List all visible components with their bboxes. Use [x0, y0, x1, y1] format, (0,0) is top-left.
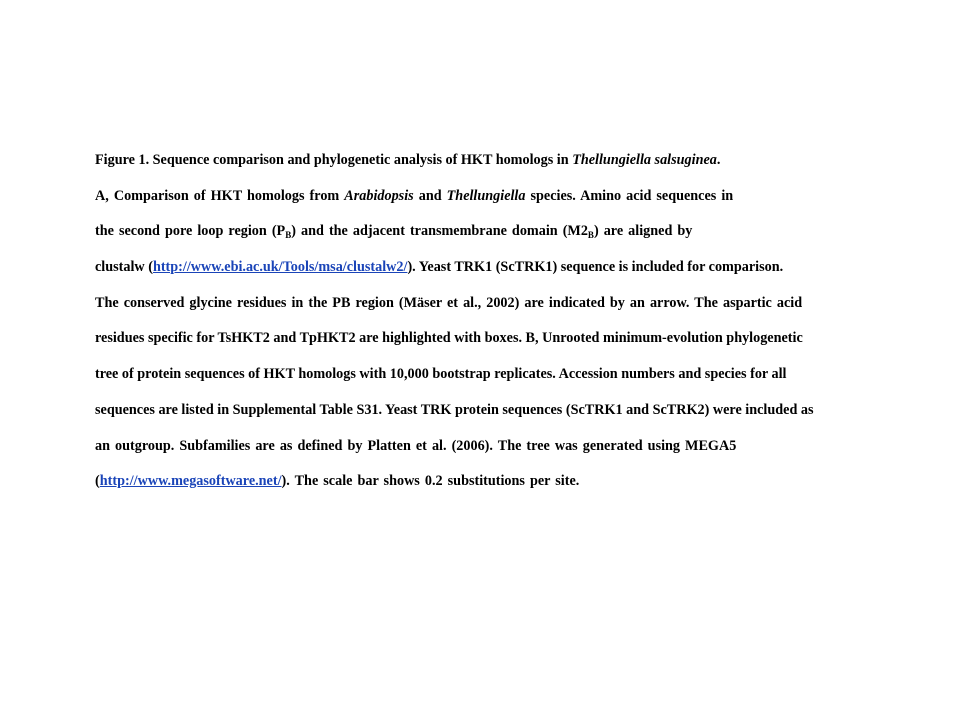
species-name: Thellungiella salsuginea: [572, 152, 717, 168]
caption-text: ) and the adjacent transmembrane domain (M2: [291, 223, 588, 240]
caption-line-8: sequences are listed in Supplemental Table S31. Yeast TRK protein sequences (ScTRK1 and ScTRK2) were included as: [95, 401, 814, 418]
caption-text: ). The scale bar shows 0.2 substitutions per site.: [281, 473, 580, 490]
caption-text: ) are aligned by: [593, 223, 693, 240]
subscript-b: B: [285, 230, 292, 241]
megasoftware-link[interactable]: http://www.megasoftware.net/: [99, 473, 282, 490]
caption-text: A, Comparison of HKT homologs from: [95, 187, 345, 204]
caption-line-4: [95, 257, 945, 293]
caption-line-1: [95, 150, 945, 186]
caption-text: ). Yeast TRK1 (ScTRK1) sequence is included for comparison.: [407, 259, 784, 276]
caption-text: clustalw (: [95, 259, 153, 276]
caption-line-5: The conserved glycine residues in the PB region (Mäser et al., 2002) are indicated by an arrow. The aspartic acid: [95, 294, 803, 311]
genus-name-thellungiella: Thellungiella: [446, 187, 526, 204]
figure-caption: [95, 150, 945, 507]
caption-line-3: [95, 221, 945, 257]
caption-line-6: residues specific for TsHKT2 and TpHKT2 are highlighted with boxes. B, Unrooted minimum-evolution phylogenetic: [95, 330, 803, 347]
caption-line-10: [95, 471, 945, 507]
caption-text: species. Amino acid sequences in: [525, 187, 734, 204]
caption-text: and: [413, 187, 447, 204]
genus-name-arabidopsis: Arabidopsis: [344, 187, 414, 204]
caption-line-7: tree of protein sequences of HKT homologs with 10,000 bootstrap replicates. Accession numbers and species for all: [95, 366, 787, 383]
caption-text: .: [716, 152, 721, 168]
caption-line-9: an outgroup. Subfamilies are as defined by Platten et al. (2006). The tree was generated using MEGA5: [95, 437, 737, 454]
caption-text: the second pore loop region (P: [95, 223, 286, 240]
subscript-b: B: [587, 230, 594, 241]
caption-text: (: [95, 473, 100, 490]
clustalw-link[interactable]: http://www.ebi.ac.uk/Tools/msa/clustalw2/: [152, 259, 408, 276]
caption-line-2: [95, 186, 945, 222]
caption-title: Figure 1. Sequence comparison and phylogenetic analysis of HKT homologs in: [95, 152, 573, 168]
